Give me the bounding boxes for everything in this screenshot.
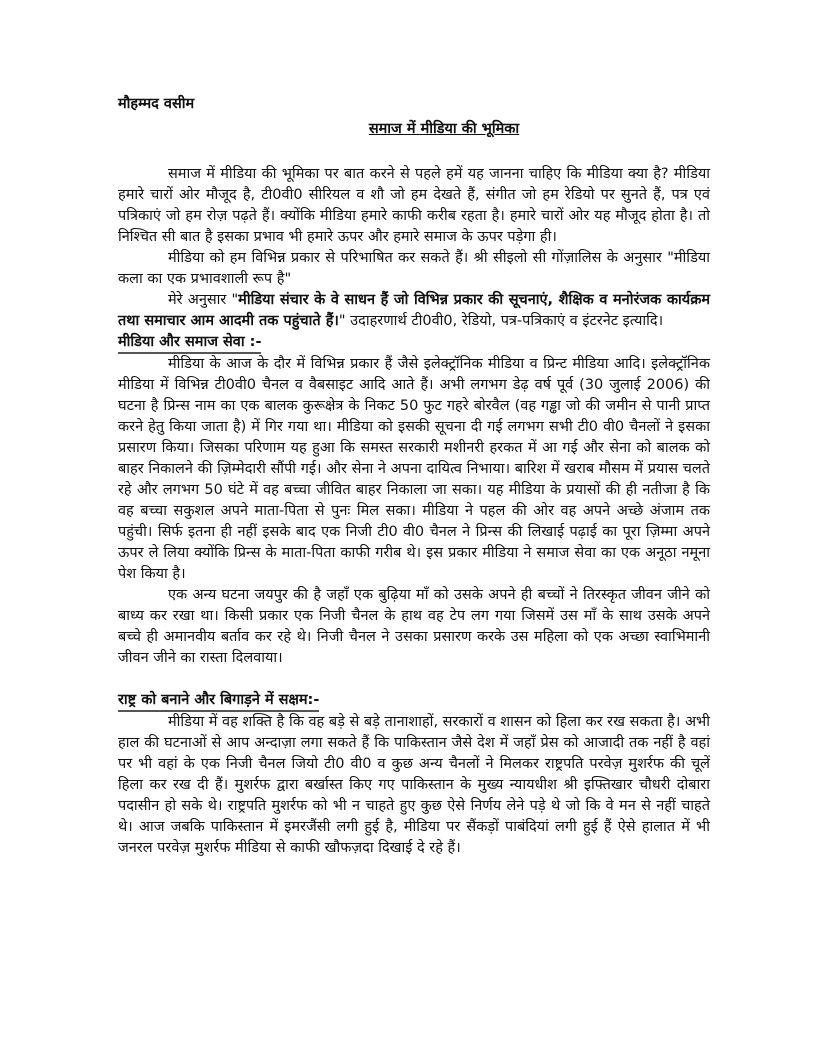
author-name: मौहम्मद वसीम [118, 96, 195, 112]
section-heading: राष्ट्र को बनाने और बिगाड़ने में सक्षम:- [118, 691, 319, 712]
body-paragraph: एक अन्य घटना जयपुर की है जहाँ एक बुढ़िया माँ को उसके अपने ही बच्चों ने तिरस्कृत जीवन जीने को बाध्य कर रखा था। किसी प्रकार एक निजी चैनल के हाथ वह टेप लग गया जिसमें उस माँ के साथ उसके अपने बच्चे ही अमानवीय बर्ताव कर रहे थे। निजी चैनल ने उसका प्रसारण करके उस महिला को एक अच्छा स्वाभिमानी जीवन जीने का रास्ता दिलवाया। [118, 587, 710, 666]
definition-prefix: मेरे अनुसार " [168, 292, 239, 308]
body-paragraph: मीडिया के आज के दौर में विभिन्न प्रकार हैं जैसे इलेक्ट्रॉनिक मीडिया व प्रिन्ट मीडिया आदि। इलेक्ट्रॉनिक मीडिया में विभिन्न टी0वी0 चैनल व वैबसाइट आदि आते हैं। अभी लगभग डेढ़ वर्ष पूर्व (30 जुलाई 2006) की घटना है प्रिन्स नाम का एक बालक कुरूक्षेत्र के निकट 50 फुट गहरे बोरवैल (वह गड्ढा जो की जमीन से पानी प्राप्त करने हेतु किया जाता है) में गिर गया था। मीडिया को इसकी सूचना दी गई लगभग सभी टी0 वी0 चैनलों ने इसका प्रसारण किया। जिसका परिणाम यह हुआ कि समस्त सरकारी मशीनरी हरकत में आ गई और सेना को बालक को बाहर निकालने की ज़िम्मेदारी सौंपी गई। और सेना ने अपना दायित्व निभाया। बारिश में खराब मौसम में प्रयास चलते रहे और लगभग 50 घंटे में वह बच्चा जीवित बाहर निकाला जा सका। यह मीडिया के प्रयासों की ही नतीजा है कि वह बच्चा सकुशल अपने माता-पिता से पुनः मिल सका। मीडिया ने पहल की ओर वह अपने अच्छे अंजाम तक पहुंची। सिर्फ इतना ही नहीं इसके बाद एक निजी टी0 वी0 चैनल ने प्रिन्स की लिखाई पढ़ाई का पूरा ज़िम्मा अपने ऊपर ले लिया क्योंकि प्रिन्स के माता-पिता काफी गरीब थे। इस प्रकार मीडिया ने समाज सेवा का एक अनूठा नमूना पेश किया है। [118, 356, 710, 582]
intro-paragraph: मीडिया को हम विभिन्न प्रकार से परिभाषित कर सकते हैं। श्री सीइलो सी गोंज़ालिस के अनुसार "मीडिया कला का एक प्रभावशाली रूप है" [118, 250, 710, 287]
intro-paragraph: समाज में मीडिया की भूमिका पर बात करने से पहले हमें यह जानना चाहिए कि मीडिया क्या है? मीडिया हमारे चारों ओर मौजूद है, टी0वी0 सीरियल व शौ जो हम देखते हैं, संगीत जो हम रेडियो पर सुनते हैं, पत्र एवं पत्रिकाएं जो हम रोज़ पढ़ते हैं। क्योंकि मीडिया हमारे काफी करीब रहता है। हमारे चारों ओर यह मौजूद होता है। तो निश्चित सी बात है इसका प्रभाव भी हमारे ऊपर और हमारे समाज के ऊपर पड़ेगा ही। [118, 166, 710, 245]
definition-paragraph [118, 290, 710, 332]
document-title: समाज में मीडिया की भूमिका [368, 121, 520, 137]
spacer [118, 669, 710, 690]
document-page [118, 94, 710, 859]
definition-suffix: " उदाहरणार्थ टी0वी0, रेडियो, पत्र-पत्रिकाएं व इंटरनेट इत्यादि। [338, 313, 664, 329]
body-paragraph: मीडिया में वह शक्ति है कि वह बड़े से बड़े तानाशाहों, सरकारों व शासन को हिला कर रख सकता है। अभी हाल की घटनाओं से आप अन्दाज़ा लगा सकते हैं कि पाकिस्तान जैसे देश में जहाँ प्रेस को आजादी तक नहीं है वहां पर भी वहां के एक निजी चैनल जियो टी0 वी0 व कुछ अन्य चैनलों ने मिलकर राष्ट्रपति परवेज़ मुशर्रफ की चूलें हिला कर रख दी हैं। मुशर्रफ द्वारा बर्खास्त किए गए पाकिस्तान के मुख्य न्यायधीश श्री इफ्तिखार चौधरी दोबारा पदासीन हो सके थे। राष्ट्रपति मुशर्रफ को भी न चाहते हुए कुछ ऐसे निर्णय लेने पड़े थे जो कि वे मन से नहीं चाहते थे। आज जबकि पाकिस्तान में इमरजैंसी लगी हुई है, मीडिया पर सैंकड़ों पाबंदियां लगी हुई हैं ऐसे हालात में भी जनरल परवेज़ मुशर्रफ मीडिया से काफी खौफज़दा दिखाई दे रहे हैं। [118, 714, 710, 856]
section-heading: मीडिया और समाज सेवा :- [118, 333, 261, 354]
definition-bold: मीडिया संचार के वे साधन हैं जो विभिन्न प्रकार की सूचनाएं, शैक्षिक व मनोरंजक कार्यक्रम तथा समाचार आम आदमी तक पहुंचाते हैं। [118, 292, 710, 329]
